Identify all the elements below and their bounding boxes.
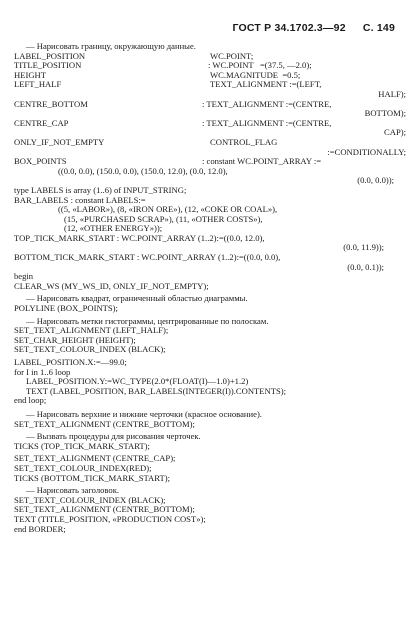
code-line: TEXT (LABEL_POSITION, BAR_LABELS(INTEGER(I)).CONTENTS);	[26, 385, 287, 396]
code-line: SET_TEXT_COLOUR_INDEX (BLACK);	[14, 494, 166, 505]
code-line: SET_TEXT_COLOUR_INDEX (BLACK);	[14, 344, 166, 355]
declaration-line: TITLE_POSITION : WC.POINT =(37.5, —2.0);	[14, 60, 312, 71]
code-line: SET_TEXT_ALIGNMENT (CENTRE_CAP);	[14, 453, 176, 464]
code-line: LABEL_POSITION.X:=—99.0;	[14, 357, 127, 367]
code-line: (0.0, 11.9));	[343, 242, 384, 253]
code-line: SET_TEXT_ALIGNMENT (CENTRE_BOTTOM);	[14, 504, 195, 515]
code-line: begin	[14, 271, 34, 282]
code-line: end loop;	[14, 395, 47, 406]
code-comment: — Нарисовать метки гистограммы, центрированные по полоскам.	[26, 315, 269, 326]
code-listing	[14, 42, 406, 534]
code-line: SET_TEXT_ALIGNMENT (LEFT_HALF);	[14, 325, 169, 336]
standard-number: ГОСТ Р 34.1702.3—92	[232, 22, 346, 34]
declaration-continuation: (0.0, 0.0));	[357, 175, 394, 186]
code-line: TEXT (TITLE_POSITION, «PRODUCTION COST»);	[14, 513, 206, 524]
declaration-line: LABEL_POSITION WC.POINT;	[14, 50, 254, 61]
code-line: (0.0, 0.1));	[347, 261, 384, 272]
code-line: for I in 1..6 loop	[14, 366, 71, 377]
code-line: POLYLINE (BOX_POINTS);	[14, 303, 118, 314]
declaration-continuation: ((0.0, 0.0), (150.0, 0.0), (150.0, 12.0), (0.0, 12.0),	[58, 165, 228, 176]
code-line: BAR_LABELS : constant LABELS:=	[14, 194, 146, 205]
code-comment: — Нарисовать заголовок.	[26, 485, 120, 496]
code-line: SET_CHAR_HEIGHT (HEIGHT);	[14, 334, 136, 345]
code-line: type LABELS is array (1..6) of INPUT_STRING;	[14, 184, 187, 195]
declaration-line: BOX_POINTS : constant WC.POINT_ARRAY :=	[14, 156, 322, 167]
page-header	[232, 22, 395, 34]
declaration-line: CENTRE_BOTTOM : TEXT_ALIGNMENT :=(CENTRE,	[14, 98, 332, 109]
declaration-line: HEIGHT WC.MAGNITUDE =0.5;	[14, 69, 301, 80]
declaration-continuation: HALF);	[378, 88, 406, 99]
declaration-continuation: :=CONDITIONALLY;	[327, 146, 406, 157]
code-line: ((5, «LABOR»), (8, «IRON ORE»), (12, «COKE OR COAL»),	[58, 204, 278, 215]
code-comment: — Нарисовать верхние и нижние черточки (красное основание).	[26, 408, 262, 419]
code-line: TICKS (TOP_TICK_MARK_START);	[14, 440, 150, 451]
code-comment: — Вызвать процедуры для рисования черточек.	[26, 431, 201, 442]
code-line: end BORDER;	[14, 523, 66, 534]
code-line: (12, «OTHER ENERGY»));	[64, 223, 163, 234]
code-line: SET_TEXT_ALIGNMENT (CENTRE_BOTTOM);	[14, 418, 195, 429]
declaration-line: LEFT_HALF TEXT_ALIGNMENT :=(LEFT,	[14, 79, 322, 90]
declaration-continuation: BOTTOM);	[364, 108, 406, 119]
declaration-line: CENTRE_CAP : TEXT_ALIGNMENT :=(CENTRE,	[14, 117, 332, 128]
code-line: (15, «PURCHASED SCRAP»), (11, «OTHER COSTS»),	[64, 213, 263, 224]
declaration-line: ONLY_IF_NOT_EMPTY CONTROL_FLAG	[14, 136, 278, 147]
code-comment: — Нарисовать границу, окружающую данные.	[26, 41, 196, 51]
code-line: LABEL_POSITION.Y:=WC_TYPE(2.0*(FLOAT(I)—1.0)+1.2)	[26, 376, 249, 387]
code-comment: — Нарисовать квадрат, ограниченный областью диаграммы.	[26, 293, 248, 304]
code-line: TOP_TICK_MARK_START : WC.POINT_ARRAY (1..2):=((0.0, 12.0),	[14, 232, 265, 243]
code-line: CLEAR_WS (MY_WS_ID, ONLY_IF_NOT_EMPTY);	[14, 280, 209, 291]
declaration-continuation: CAP);	[384, 127, 406, 138]
page-number: С. 149	[362, 22, 395, 34]
code-line: TICKS (BOTTOM_TICK_MARK_START);	[14, 472, 170, 483]
code-line: SET_TEXT_COLOUR_INDEX(RED);	[14, 462, 152, 473]
code-line: BOTTOM_TICK_MARK_START : WC.POINT_ARRAY (1..2):=((0.0, 0.0),	[14, 252, 281, 263]
